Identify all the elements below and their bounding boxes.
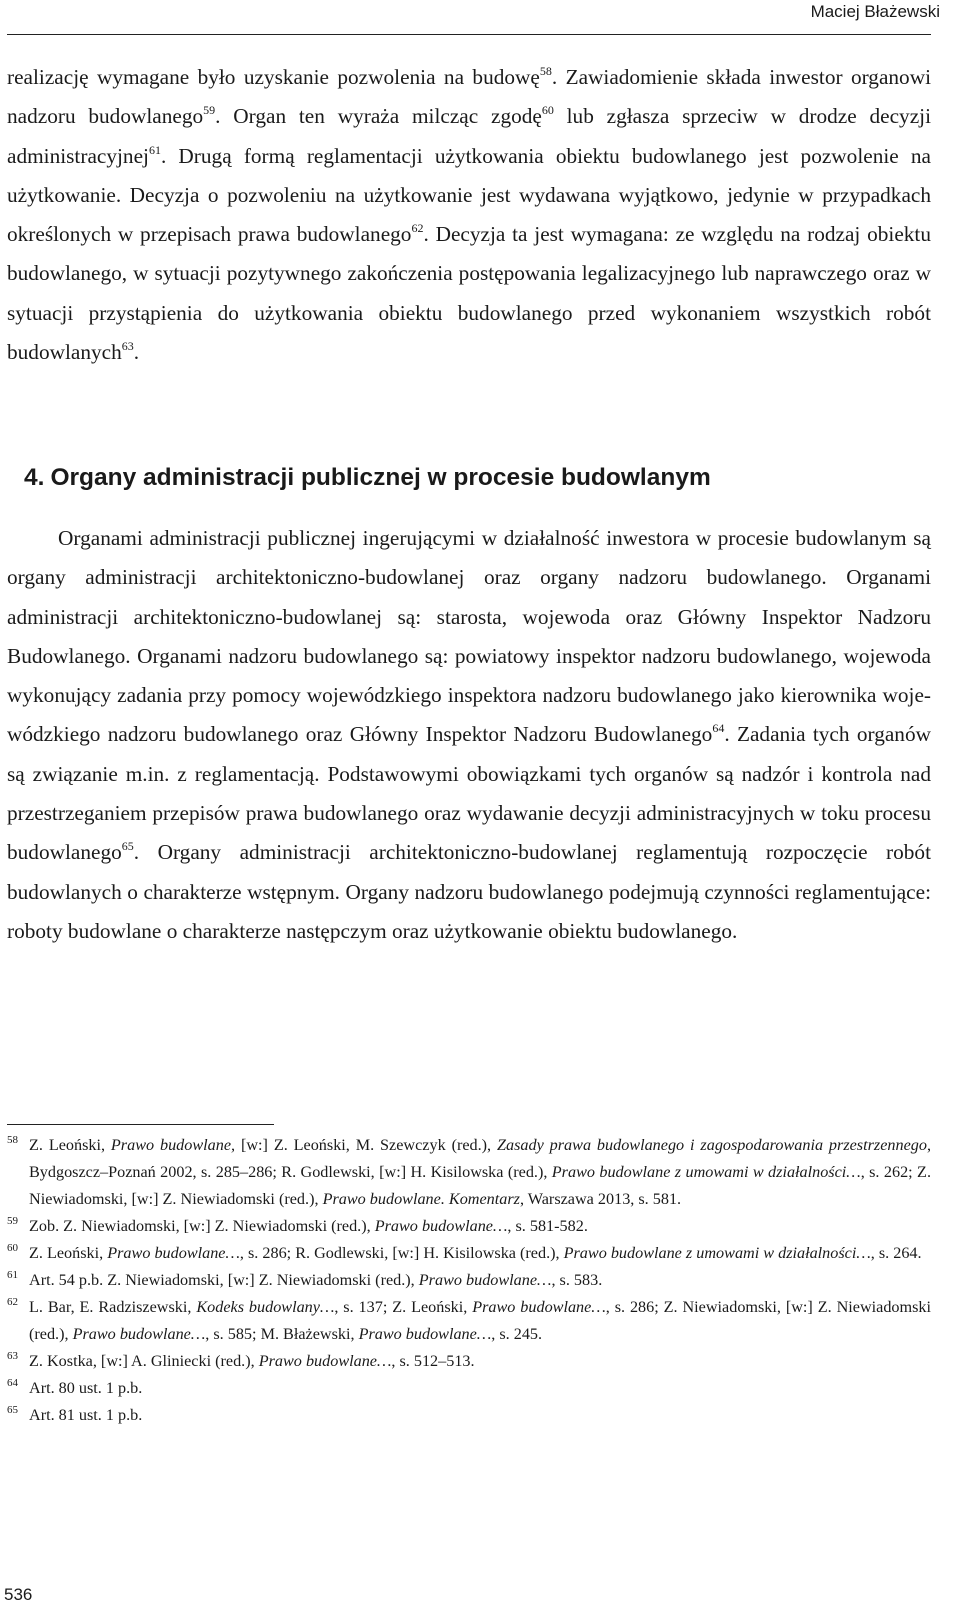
header-author: Maciej Błażewski bbox=[810, 2, 940, 21]
footnote-number: 65 bbox=[7, 1404, 18, 1416]
footnote-number: 62 bbox=[7, 1296, 18, 1308]
italic-title: Prawo budowlane z umowami w działalności… bbox=[563, 1244, 871, 1262]
italic-title: Prawo budowlane z umowami w działalności… bbox=[551, 1163, 861, 1181]
italic-title: Prawo budowlane… bbox=[107, 1244, 240, 1262]
footnote-item bbox=[7, 1132, 931, 1213]
italic-title: Prawo budowlane… bbox=[358, 1325, 492, 1343]
footnote-item bbox=[7, 1213, 931, 1240]
footnote-ref[interactable]: 65 bbox=[121, 839, 134, 854]
running-header bbox=[0, 0, 940, 34]
footnote-text: Art. 54 p.b. Z. Niewiadomski, [w:] Z. Niewiadomski (red.), Prawo budowlane…, s. 583. bbox=[29, 1271, 603, 1289]
italic-title: Prawo budowlane. Komentarz bbox=[322, 1190, 520, 1208]
footnote-number: 58 bbox=[7, 1134, 18, 1146]
footnote-text: L. Bar, E. Radziszewski, Kodeks budowlany…, s. 137; Z. Leoński, Prawo budowlane…, s. 286; Z. Niewiadomski, [w:] Z. Niewiadomski (red.), Prawo budowlane…, s. 585; M. Błażewski, Prawo budowlane…, s. 245. bbox=[29, 1298, 931, 1343]
section-heading bbox=[7, 460, 931, 496]
footnote-ref[interactable]: 64 bbox=[712, 721, 725, 736]
footnote-ref[interactable]: 62 bbox=[411, 221, 424, 236]
intro-text: realizację wymagane było uzyskanie pozwolenia na budowę$^{58}$. Zawiadomienie składa inwestor organowi nadzoru budowlanego$^{59}$. Organ ten wyraża milcząc zgodę$^{60}$ lub zgłasza sprzeciw w drodze decyzji administracyjnej$^{61}$. Drugą formą reglamentacji użytkowania obiektu budowlanego jest pozwolenie na użytkowanie. Decyzja o pozwoleniu na użytkowanie jest wydawana wyjątkowo, jedynie w przypadkach określonych w przepisach prawa budowlanego$^{62}$. Decyzja ta jest wymagana: ze względu na rodzaj obiektu budowlanego, w sytuacji pozytywnego zakończenia postępowania legalizacyjnego lub naprawczego oraz w sytuacji przystąpienia do użytkowania obiektu budowlanego przed wykonaniem wszystkich robót budowlanych$^{63}$. bbox=[7, 64, 931, 365]
header-rule bbox=[7, 34, 931, 35]
italic-title: Zasady prawa budowlanego i zagospodarowania przestrzennego bbox=[497, 1136, 927, 1154]
footnote-number: 59 bbox=[7, 1215, 18, 1227]
section-title: Organy administracji publicznej w procesie budowlanym bbox=[50, 464, 711, 491]
footnote-number: 61 bbox=[7, 1269, 18, 1281]
footnote-ref[interactable]: 60 bbox=[541, 103, 554, 118]
footnote-text: Art. 80 ust. 1 p.b. bbox=[29, 1379, 143, 1397]
footnote-text: Zob. Z. Niewiadomski, [w:] Z. Niewiadomski (red.), Prawo budowlane…, s. 581-582. bbox=[29, 1217, 588, 1235]
footnote-ref[interactable]: 58 bbox=[539, 64, 552, 78]
footnote-text: Z. Leoński, Prawo budowlane…, s. 286; R. Godlewski, [w:] H. Kisilowska (red.), Prawo budowlane z umowami w działalności…, s. 264. bbox=[29, 1244, 922, 1262]
footnote-item bbox=[7, 1375, 931, 1402]
footnote-text: Art. 81 ust. 1 p.b. bbox=[29, 1406, 143, 1424]
footnote-ref[interactable]: 63 bbox=[121, 339, 134, 354]
footnote-ref[interactable]: 59 bbox=[203, 103, 216, 118]
footnote-number: 64 bbox=[7, 1377, 18, 1389]
footnote-ref[interactable]: 61 bbox=[148, 142, 161, 157]
section-text: Organami administracji publicznej ingerującymi w działalność inwestora w procesie budowlanym są organy administracji architektoniczno-budowlanej oraz organy nadzoru budowlanego. Organami administracji architektoniczno-budowlanej są: starosta, wojewoda oraz Główny Inspektor Nadzoru Budowlanego. Organami nadzoru budowlanego są: powiatowy inspektor nadzoru budowlanego, wojewoda wykonujący zadania przy pomocy wojewódzkiego inspektora nadzoru budowlanego jako kierownika wojewódzkiego nadzoru budowlanego oraz Główny Inspektor Nadzoru Budowlanego$^{64}$. Zadania tych organów są związanie m.in. z reglamentacją. Podstawowymi obowiązkami tych organów są nadzór i kontrola nad przestrzeganiem przepisów prawa budowlanego oraz wydawanie decyzji administracyjnych w toku procesu budowlanego$^{65}$. Organy administracji architektoniczno-budowlanej reglamentują rozpoczęcie robót budowlanych o charakterze wstępnym. Organy nadzoru budowlanego podejmują czynności reglamentujące: roboty budowlane o charakterze następczym oraz użytkowanie obiektu budowlanego. bbox=[7, 526, 931, 943]
italic-title: Prawo budowlane, bbox=[110, 1136, 236, 1154]
section-number: 4. bbox=[24, 464, 45, 491]
footnote-text: Z. Leoński, Prawo budowlane, [w:] Z. Leoński, M. Szewczyk (red.), Zasady prawa budowlanego i zagospodarowania przestrzennego, Bydgoszcz–Poznań 2002, s. 285–286; R. Godlewski, [w:] H. Kisilowska (red.), Prawo budowlane z umowami w działalności…, s. 262; Z. Niewiadomski, [w:] Z. Niewiadomski (red.), Prawo budowlane. Komentarz, Warszawa 2013, s. 581. bbox=[29, 1136, 931, 1208]
italic-title: Prawo budowlane… bbox=[258, 1352, 392, 1370]
italic-title: Prawo budowlane… bbox=[374, 1217, 508, 1235]
intro-paragraph bbox=[7, 58, 931, 372]
footnote-item bbox=[7, 1348, 931, 1375]
footnote-item bbox=[7, 1402, 931, 1429]
footnote-number: 60 bbox=[7, 1242, 18, 1254]
italic-title: Prawo budowlane… bbox=[472, 1298, 606, 1316]
italic-title: Kodeks budowlany… bbox=[196, 1298, 335, 1316]
page-number: 536 bbox=[4, 1585, 33, 1604]
footnote-item bbox=[7, 1240, 931, 1267]
footnotes-list bbox=[7, 1132, 931, 1429]
footnote-item bbox=[7, 1267, 931, 1294]
footnote-item bbox=[7, 1294, 931, 1348]
footnote-number: 63 bbox=[7, 1350, 18, 1362]
section-paragraph bbox=[7, 519, 931, 951]
italic-title: Prawo budowlane… bbox=[72, 1325, 206, 1343]
footnote-text: Z. Kostka, [w:] A. Gliniecki (red.), Prawo budowlane…, s. 512–513. bbox=[29, 1352, 475, 1370]
italic-title: Prawo budowlane… bbox=[418, 1271, 552, 1289]
footnote-rule bbox=[7, 1124, 274, 1125]
